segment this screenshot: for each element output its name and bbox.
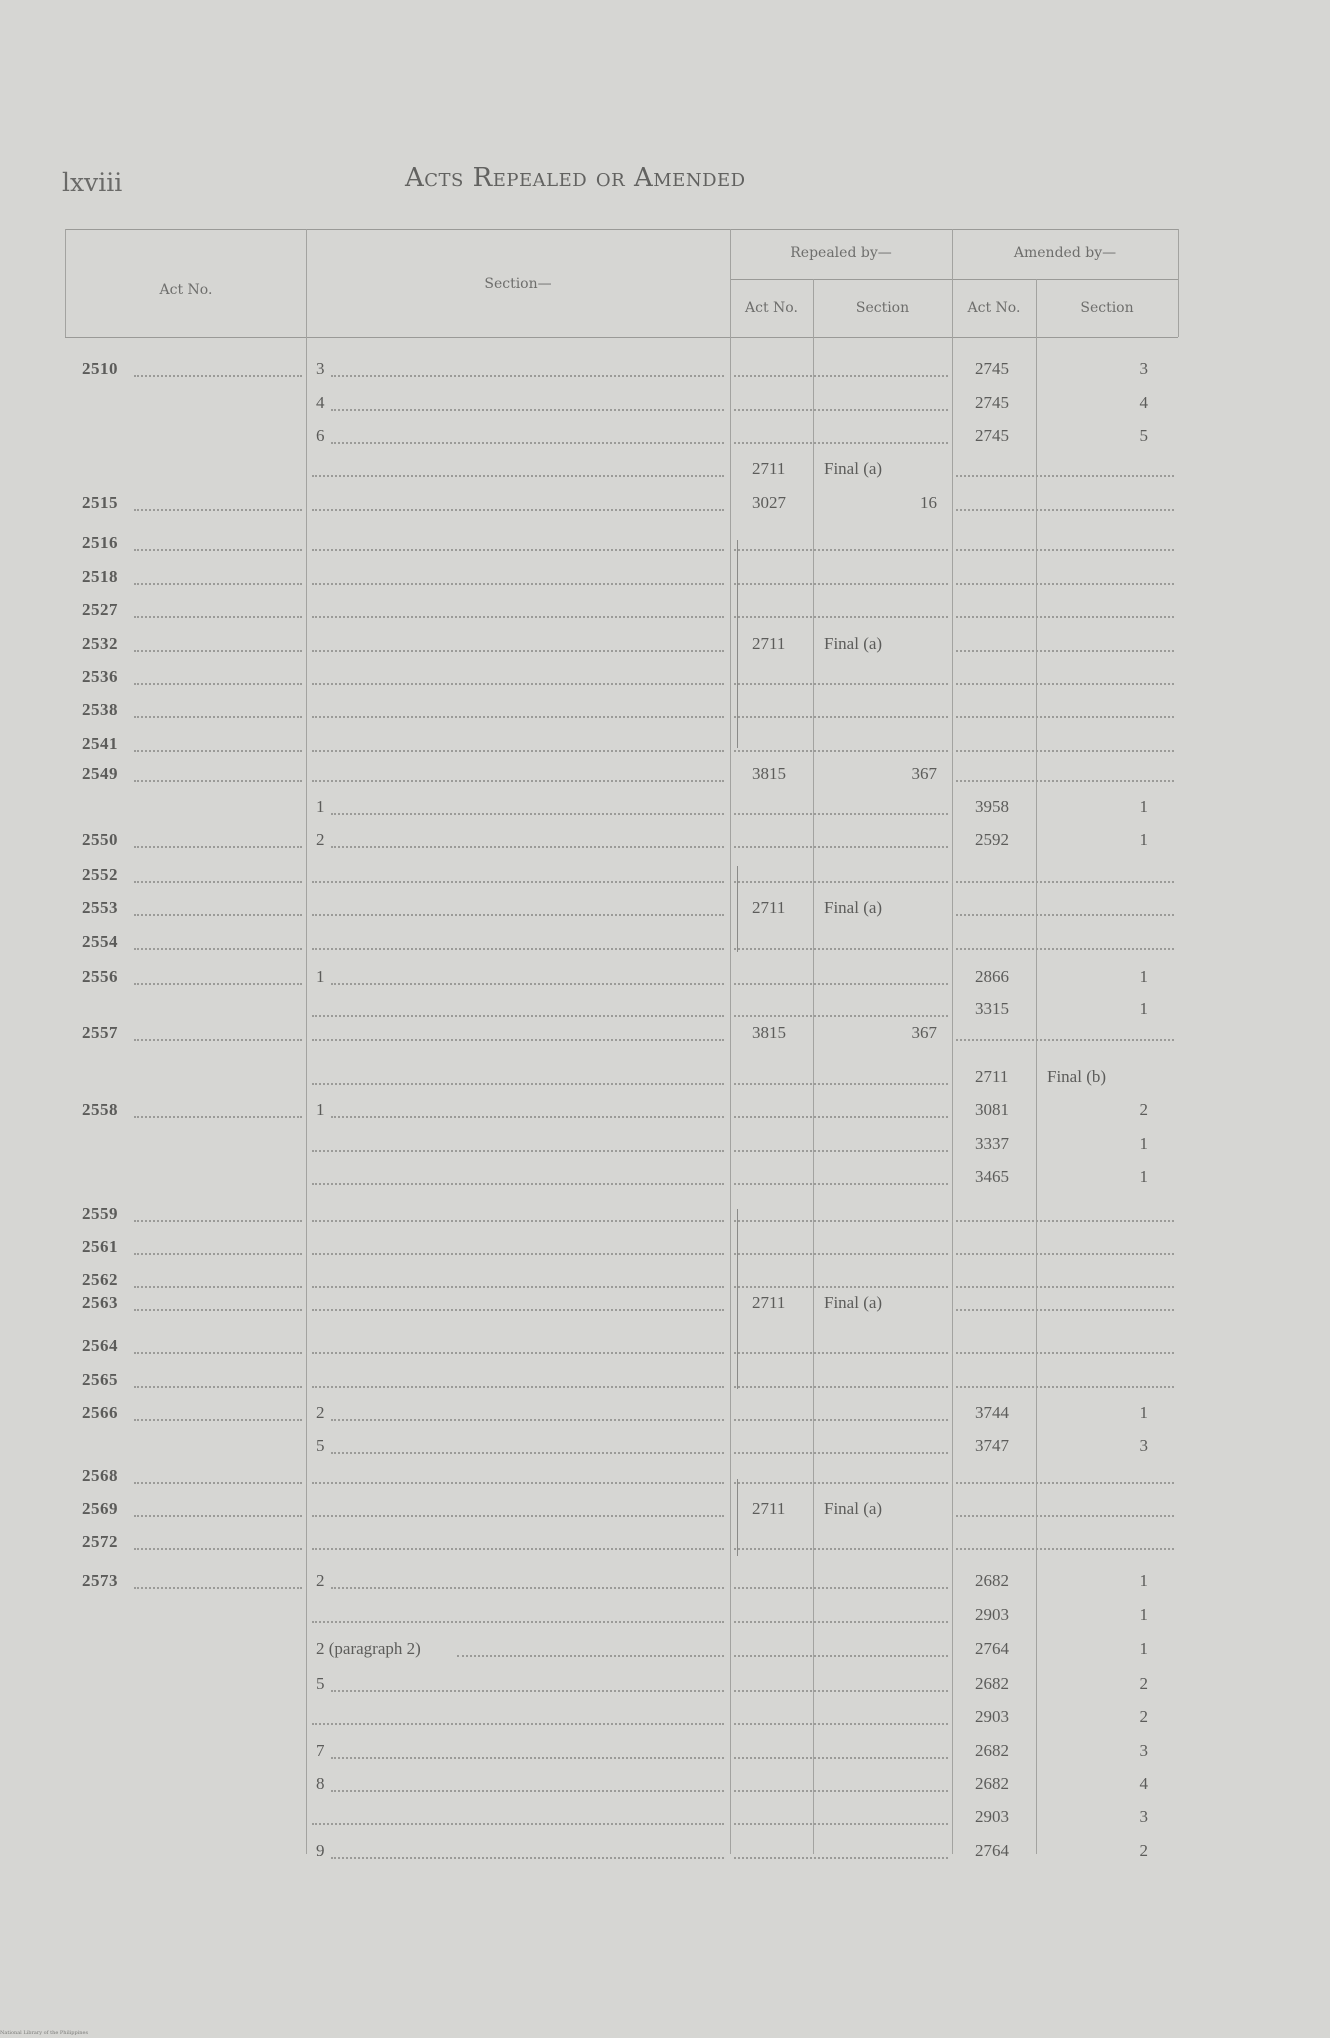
section-number: 9 — [316, 1841, 325, 1860]
amended-section: 1 — [1139, 1639, 1148, 1658]
act-number: 2532 — [82, 634, 118, 653]
amended-act-no: 2592 — [975, 830, 1009, 849]
amended-act-no: 2745 — [975, 359, 1009, 378]
page-title: Acts Repealed or Amended — [405, 163, 746, 193]
act-number: 2541 — [82, 734, 118, 753]
amended-section: 3 — [1139, 1807, 1148, 1826]
repealed-act-no: 2711 — [752, 1499, 786, 1518]
col-amended-by: Amended by— — [1013, 245, 1117, 261]
col-act-no: Act No. — [159, 282, 213, 298]
act-number: 2556 — [82, 967, 118, 986]
amended-section: 2 — [1139, 1100, 1148, 1119]
act-number: 2558 — [82, 1100, 118, 1119]
act-number: 2565 — [82, 1370, 118, 1389]
act-number: 2563 — [82, 1293, 118, 1312]
act-number: 2562 — [82, 1270, 118, 1289]
amended-section: 1 — [1139, 797, 1148, 816]
amended-section: 1 — [1139, 967, 1148, 986]
amended-section: 3 — [1139, 359, 1148, 378]
act-number: 2536 — [82, 667, 118, 686]
amended-act-no: 2903 — [975, 1707, 1009, 1726]
amended-section: 1 — [1139, 1403, 1148, 1422]
act-number: 2538 — [82, 700, 118, 719]
repealed-section: Final (a) — [824, 459, 883, 478]
repealed-section: 367 — [911, 1023, 937, 1042]
amended-section: 1 — [1139, 1167, 1148, 1186]
amended-act-no: 2682 — [975, 1774, 1009, 1793]
repealed-section: 16 — [920, 493, 937, 512]
act-number: 2550 — [82, 830, 118, 849]
section-number: 3 — [316, 359, 325, 378]
section-number: 6 — [316, 426, 325, 445]
repealed-section: Final (a) — [824, 898, 883, 917]
amended-section: 1 — [1139, 1134, 1148, 1153]
act-number: 2553 — [82, 898, 118, 917]
amended-act-no: 2745 — [975, 426, 1009, 445]
col-rep-section: Section — [855, 300, 910, 316]
amended-section: 3 — [1139, 1741, 1148, 1760]
act-number: 2573 — [82, 1571, 118, 1590]
act-number: 2572 — [82, 1532, 118, 1551]
section-number: 2 (paragraph 2) — [316, 1639, 421, 1658]
amended-act-no: 3315 — [975, 999, 1009, 1018]
amended-act-no: 2866 — [975, 967, 1009, 986]
amended-section: Final (b) — [1047, 1067, 1107, 1086]
col-rep-act-no: Act No. — [745, 300, 798, 316]
repealed-act-no: 2711 — [752, 634, 786, 653]
amended-section: 1 — [1139, 1605, 1148, 1624]
act-number: 2564 — [82, 1336, 118, 1355]
act-number: 2561 — [82, 1237, 118, 1256]
repealed-section: 367 — [911, 764, 937, 783]
amended-act-no: 2711 — [975, 1067, 1009, 1086]
act-number: 2516 — [82, 533, 118, 552]
section-number: 8 — [316, 1774, 325, 1793]
amended-act-no: 2903 — [975, 1807, 1009, 1826]
col-am-section: Section — [1080, 300, 1134, 316]
act-number: 2559 — [82, 1204, 118, 1223]
act-number: 2549 — [82, 764, 118, 783]
act-number: 2566 — [82, 1403, 118, 1422]
amended-act-no: 2745 — [975, 393, 1009, 412]
col-am-act-no: Act No. — [967, 300, 1021, 316]
amended-act-no: 2903 — [975, 1605, 1009, 1624]
section-number: 2 — [316, 830, 325, 849]
amended-section: 1 — [1139, 999, 1148, 1018]
act-number: 2515 — [82, 493, 118, 512]
amended-section: 2 — [1139, 1841, 1148, 1860]
amended-act-no: 2682 — [975, 1741, 1009, 1760]
amended-section: 3 — [1139, 1436, 1148, 1455]
section-number: 1 — [316, 967, 325, 986]
amended-section: 4 — [1139, 1774, 1148, 1793]
amended-section: 5 — [1139, 426, 1148, 445]
section-number: 4 — [316, 393, 325, 412]
repealed-section: Final (a) — [824, 1293, 883, 1312]
amended-act-no: 3081 — [975, 1100, 1009, 1119]
amended-section: 1 — [1139, 1571, 1148, 1590]
act-number: 2568 — [82, 1466, 118, 1485]
section-number: 2 — [316, 1571, 325, 1590]
repealed-act-no: 3027 — [752, 493, 786, 512]
amended-section: 2 — [1139, 1674, 1148, 1693]
section-number: 7 — [316, 1741, 325, 1760]
amended-act-no: 2764 — [975, 1639, 1009, 1658]
amended-act-no: 3744 — [975, 1403, 1009, 1422]
act-number: 2527 — [82, 600, 118, 619]
act-number: 2569 — [82, 1499, 118, 1518]
act-number: 2557 — [82, 1023, 118, 1042]
repealed-act-no: 3815 — [752, 1023, 786, 1042]
repealed-act-no: 2711 — [752, 1293, 786, 1312]
amended-section: 2 — [1139, 1707, 1148, 1726]
repealed-section: Final (a) — [824, 634, 883, 653]
amended-act-no: 2764 — [975, 1841, 1009, 1860]
repealed-act-no: 2711 — [752, 459, 786, 478]
amended-act-no: 2682 — [975, 1674, 1009, 1693]
amended-act-no: 3958 — [975, 797, 1009, 816]
act-number: 2552 — [82, 865, 118, 884]
section-number: 5 — [316, 1674, 325, 1693]
library-credit: National Library of the Philippines — [0, 2030, 89, 2036]
section-number: 2 — [316, 1403, 325, 1422]
col-section: Section— — [484, 276, 552, 292]
amended-act-no: 3465 — [975, 1167, 1009, 1186]
section-number: 1 — [316, 1100, 325, 1119]
amended-act-no: 2682 — [975, 1571, 1009, 1590]
amended-act-no: 3747 — [975, 1436, 1009, 1455]
repealed-section: Final (a) — [824, 1499, 883, 1518]
act-number: 2554 — [82, 932, 118, 951]
amended-section: 4 — [1139, 393, 1148, 412]
amended-act-no: 3337 — [975, 1134, 1009, 1153]
act-number: 2518 — [82, 567, 118, 586]
repealed-act-no: 3815 — [752, 764, 786, 783]
page-number: lxviii — [62, 168, 123, 197]
act-number: 2510 — [82, 359, 118, 378]
section-number: 5 — [316, 1436, 325, 1455]
amended-section: 1 — [1139, 830, 1148, 849]
col-repealed-by: Repealed by— — [790, 245, 892, 261]
section-number: 1 — [316, 797, 325, 816]
repealed-act-no: 2711 — [752, 898, 786, 917]
